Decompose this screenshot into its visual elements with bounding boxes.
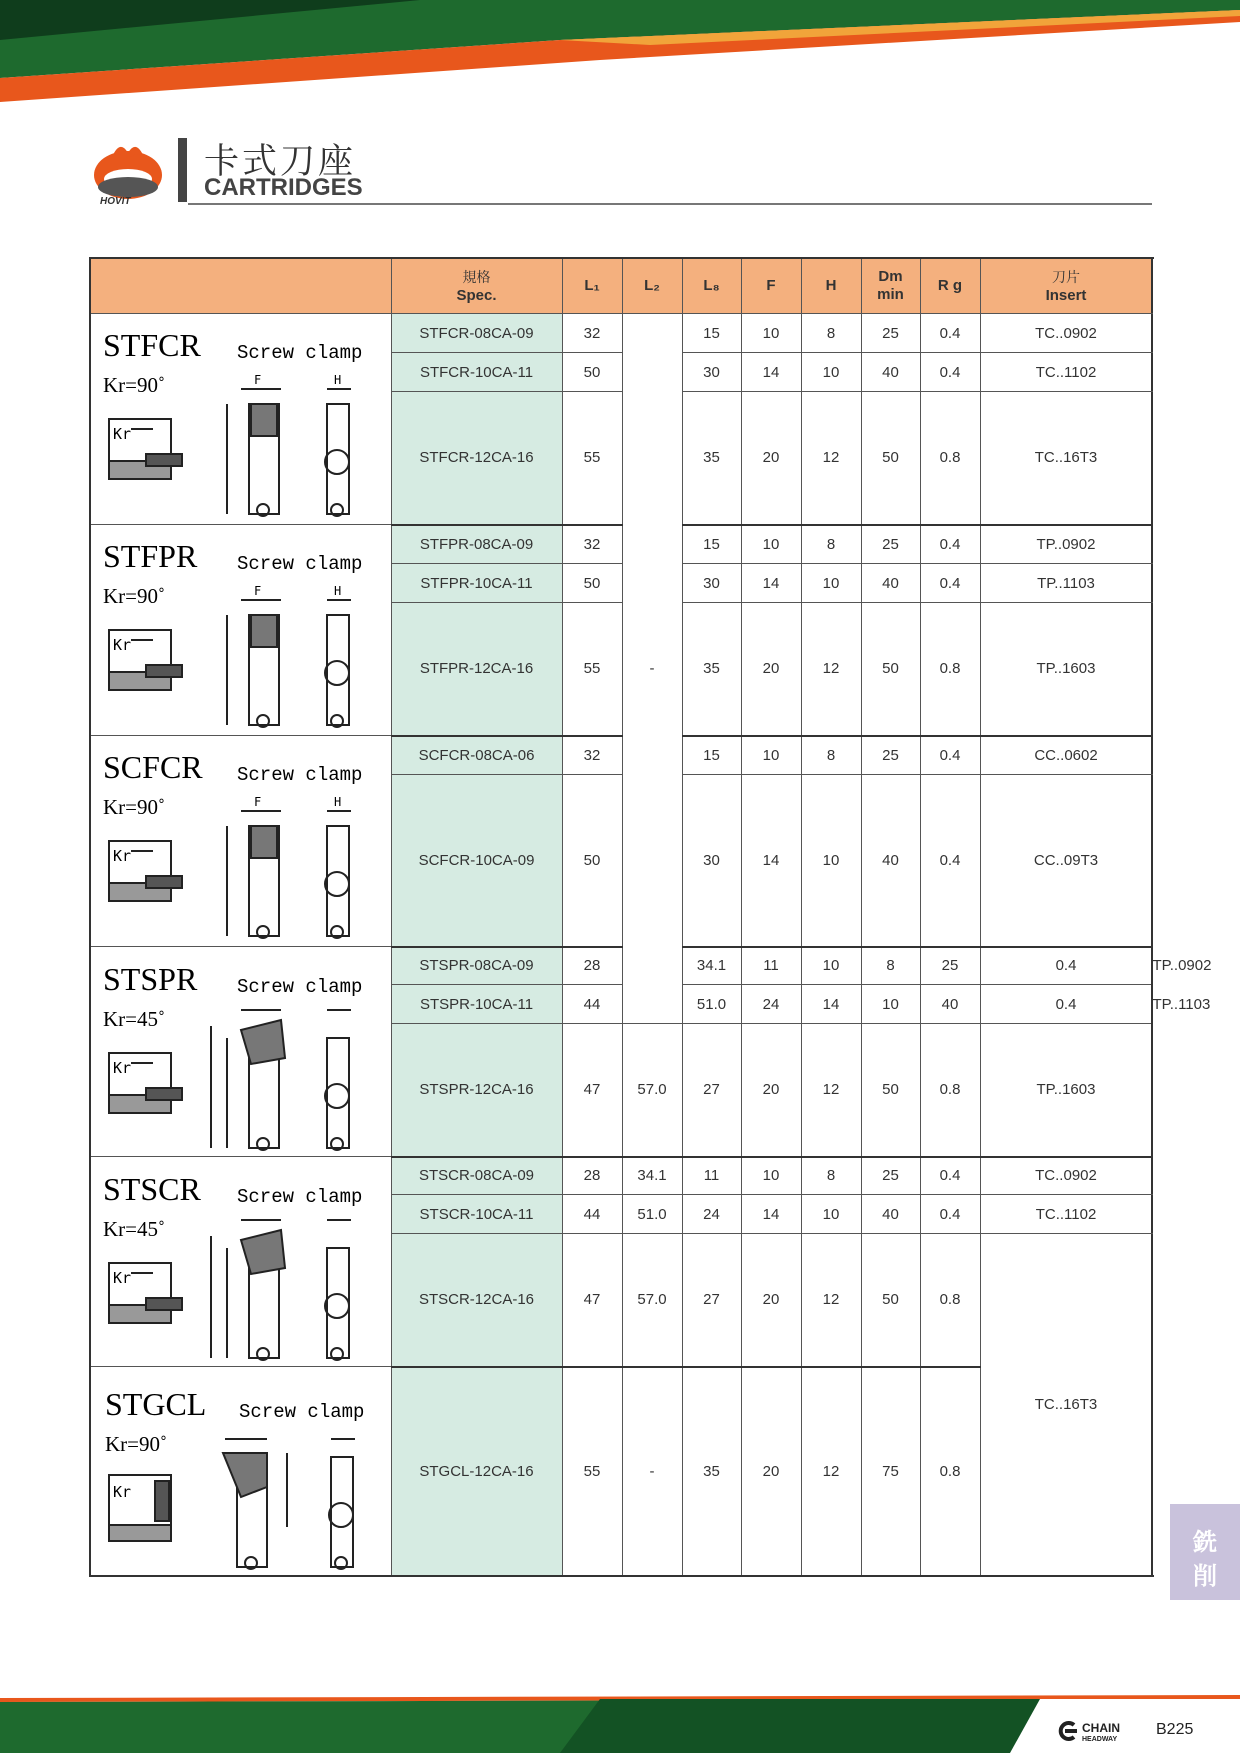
insert-cell: TP..1103: [980, 564, 1152, 603]
spec-cell: STFPR-10CA-11: [391, 564, 562, 603]
l2-cell: -: [622, 1367, 682, 1577]
h-cell: 12: [801, 1234, 861, 1367]
l1-cell: 55: [562, 392, 622, 525]
h-cell: 12: [801, 1024, 861, 1157]
f-cell: 10: [741, 314, 801, 353]
h-cell: 8: [801, 736, 861, 775]
spec-cell: STSPR-08CA-09: [391, 947, 562, 985]
footer-bar: [0, 1695, 1240, 1753]
f-cell: 10: [801, 947, 861, 985]
f-cell: 20: [741, 603, 801, 736]
f-cell: 14: [741, 1195, 801, 1234]
rg-cell: 0.4: [920, 564, 980, 603]
table-row: [90, 314, 1152, 353]
l1-cell: 32: [562, 525, 622, 564]
l2-cell: 57.0: [622, 1024, 682, 1157]
insert-shared-cell: TC..16T3: [980, 1234, 1152, 1577]
title-divider: [188, 203, 1152, 205]
l1-cell: 50: [562, 564, 622, 603]
l2-cell: 51.0: [682, 985, 741, 1024]
series-name: STFPR: [103, 538, 198, 574]
insert-cell: TC..1102: [980, 1195, 1152, 1234]
l1-cell: 55: [562, 603, 622, 736]
spec-cell: STGCL-12CA-16: [391, 1367, 562, 1577]
spec-cell: STFCR-10CA-11: [391, 353, 562, 392]
illustration-cell: [90, 947, 391, 1157]
svg-text:H: H: [334, 584, 342, 598]
header-rg: R g: [920, 258, 980, 314]
insert-cell: TC..0902: [980, 1157, 1152, 1195]
section-side-tab[interactable]: [1170, 1504, 1240, 1600]
dm-cell: 25: [861, 314, 920, 353]
spec-cell: STFCR-08CA-09: [391, 314, 562, 353]
l1-cell: 55: [562, 1367, 622, 1577]
spec-cell: STSCR-08CA-09: [391, 1157, 562, 1195]
dm-cell: 25: [861, 1157, 920, 1195]
dm-cell: 50: [861, 1024, 920, 1157]
clamp-label: Screw clamp: [239, 1401, 365, 1423]
insert-cell: TP..1603: [980, 1024, 1152, 1157]
side-tab-char-2: 削: [1193, 1562, 1217, 1590]
h-cell: 10: [861, 985, 920, 1024]
svg-text:Kr: Kr: [113, 425, 132, 443]
illustration-cell: [90, 736, 391, 947]
series-name: STGCL: [105, 1386, 207, 1422]
illustration-cell: [90, 1157, 391, 1367]
spec-cell: STSPR-12CA-16: [391, 1024, 562, 1157]
rg-cell: 0.4: [920, 314, 980, 353]
l8-cell: 24: [741, 985, 801, 1024]
rg-cell: 0.4: [920, 353, 980, 392]
f-cell: 20: [741, 1367, 801, 1577]
l8-cell: 11: [682, 1157, 741, 1195]
spec-cell: STSCR-10CA-11: [391, 1195, 562, 1234]
kr-label: Kr=45˚: [103, 1216, 165, 1241]
clamp-label: Screw clamp: [237, 553, 363, 575]
kr-label: Kr=90˚: [103, 584, 165, 608]
spec-cell: STFPR-08CA-09: [391, 525, 562, 564]
rg-cell: 0.4: [920, 1195, 980, 1234]
h-cell: 8: [801, 314, 861, 353]
l1-cell: 32: [562, 736, 622, 775]
l8-cell: 15: [682, 736, 741, 775]
clamp-label: Screw clamp: [237, 342, 363, 364]
l8-cell: 27: [682, 1234, 741, 1367]
insert-cell: TC..16T3: [980, 392, 1152, 525]
stfcr-illustration: [91, 314, 391, 524]
table-row: STSPR-10CA-11 44 51.0 24 14 10 40 0.4 TP..1103: [90, 985, 1152, 1024]
l1-cell: 28: [562, 947, 622, 985]
l8-cell: 11: [741, 947, 801, 985]
svg-text:Kr: Kr: [113, 1268, 132, 1287]
dm-cell: 40: [861, 564, 920, 603]
table-row: [90, 525, 1152, 564]
l1-cell: 44: [562, 985, 622, 1024]
insert-cell: TP..1603: [980, 603, 1152, 736]
header-image: [90, 258, 391, 314]
rg-cell: 0.4: [980, 947, 1152, 985]
illustration-cell: [90, 1367, 391, 1577]
svg-text:Kr: Kr: [113, 1483, 132, 1501]
l8-cell: 30: [682, 353, 741, 392]
f-cell: 10: [741, 736, 801, 775]
kr-label: Kr=90˚: [103, 373, 165, 397]
l1-cell: 50: [562, 775, 622, 947]
svg-text:F: F: [254, 795, 262, 809]
spec-cell: STFPR-12CA-16: [391, 603, 562, 736]
spec-cell: STFCR-12CA-16: [391, 392, 562, 525]
l8-cell: 24: [682, 1195, 741, 1234]
l8-cell: 27: [682, 1024, 741, 1157]
illustration-cell: [90, 525, 391, 736]
rg-cell: 0.8: [920, 1024, 980, 1157]
dm-cell: 25: [861, 736, 920, 775]
l1-cell: 50: [562, 353, 622, 392]
dm-cell: 40: [920, 985, 980, 1024]
table-row: [90, 736, 1152, 775]
header-f: F: [741, 258, 801, 314]
l8-cell: 30: [682, 564, 741, 603]
stscr-illustration: [91, 1158, 391, 1366]
svg-text:Kr: Kr: [113, 847, 132, 865]
svg-text:H: H: [334, 373, 342, 387]
chain-headway-logo-icon: [1056, 1720, 1078, 1742]
header-h: H: [801, 258, 861, 314]
l8-cell: 15: [682, 314, 741, 353]
series-name: SCFCR: [103, 749, 203, 785]
insert-cell: TC..1102: [980, 353, 1152, 392]
f-cell: 10: [741, 525, 801, 564]
header-spec: 規格 Spec.: [391, 258, 562, 314]
kr-label: Kr=90˚: [105, 1432, 167, 1456]
spec-cell: SCFCR-08CA-06: [391, 736, 562, 775]
f-cell: 20: [741, 392, 801, 525]
dm-cell: 40: [861, 353, 920, 392]
illustration-cell: [90, 314, 391, 525]
f-cell: 14: [741, 353, 801, 392]
svg-text:F: F: [254, 373, 262, 387]
dm-cell: 50: [861, 392, 920, 525]
rg-cell: 0.8: [920, 1367, 980, 1577]
l2-cell: 34.1: [682, 947, 741, 985]
dm-cell: 25: [920, 947, 980, 985]
f-cell: 10: [741, 1157, 801, 1195]
h-cell: 10: [801, 775, 861, 947]
f-cell: 14: [741, 775, 801, 947]
rg-cell: 0.8: [920, 392, 980, 525]
rg-cell: 0.8: [920, 1234, 980, 1367]
l8-cell: 35: [682, 392, 741, 525]
table-row: [90, 1157, 1152, 1195]
series-name: STFCR: [103, 327, 201, 363]
l1-cell: 44: [562, 1195, 622, 1234]
footer-brand-line2: HEADWAY: [1082, 1736, 1118, 1743]
l8-cell: 30: [682, 775, 741, 947]
top-banner: [0, 0, 1240, 120]
h-cell: 8: [801, 525, 861, 564]
clamp-label: Screw clamp: [237, 1185, 363, 1208]
insert-cell: TC..0902: [980, 314, 1152, 353]
clamp-label: Screw clamp: [237, 975, 363, 998]
f-cell: 14: [741, 564, 801, 603]
header-l2: L₂: [622, 258, 682, 314]
rg-cell: 0.4: [920, 525, 980, 564]
h-cell: 10: [801, 564, 861, 603]
h-cell: 12: [801, 603, 861, 736]
h-cell: 8: [861, 947, 920, 985]
spec-cell: STSCR-12CA-16: [391, 1234, 562, 1367]
f-cell: 14: [801, 985, 861, 1024]
header-insert: 刀片 Insert: [980, 258, 1152, 314]
l2-cell: 51.0: [622, 1195, 682, 1234]
h-cell: 10: [801, 1195, 861, 1234]
series-name: STSPR: [103, 960, 198, 997]
l1-cell: 32: [562, 314, 622, 353]
rg-cell: 0.4: [920, 1157, 980, 1195]
stfpr-illustration: [91, 525, 391, 735]
h-cell: 8: [801, 1157, 861, 1195]
stspr-illustration: [91, 948, 391, 1156]
dm-cell: 40: [861, 1195, 920, 1234]
svg-text:Kr: Kr: [113, 636, 132, 654]
page-title-en: CARTRIDGES: [204, 174, 363, 201]
spec-cell: STSPR-10CA-11: [391, 985, 562, 1024]
l8-cell: 15: [682, 525, 741, 564]
h-cell: 10: [801, 353, 861, 392]
header-l8: L₈: [682, 258, 741, 314]
l2-shared-cell: -: [622, 314, 682, 1024]
svg-text:F: F: [254, 584, 262, 598]
rg-cell: 0.8: [920, 603, 980, 736]
series-name: STSCR: [103, 1170, 201, 1207]
kr-label: Kr=45˚: [103, 1006, 165, 1031]
svg-text:Kr: Kr: [113, 1058, 132, 1077]
f-cell: 20: [741, 1234, 801, 1367]
insert-cell: TP..0902: [980, 525, 1152, 564]
table-row: STSPR Kr=45˚ Screw clamp Kr STSPR-08CA-09 28 34.1 11 10 8 25 0.4 TP..0902: [90, 947, 1152, 985]
header-dm: Dm min: [861, 258, 920, 314]
scfcr-illustration: [91, 736, 391, 946]
l1-cell: 47: [562, 1024, 622, 1157]
header-l1: L₁: [562, 258, 622, 314]
kr-label: Kr=90˚: [103, 795, 165, 819]
insert-cell: CC..09T3: [980, 775, 1152, 947]
rg-cell: 0.4: [980, 985, 1152, 1024]
f-cell: 20: [741, 1024, 801, 1157]
svg-text:H: H: [334, 795, 342, 809]
footer-brand: [1082, 1723, 1120, 1745]
l2-cell: 34.1: [622, 1157, 682, 1195]
l2-cell: 57.0: [622, 1234, 682, 1367]
rg-cell: 0.4: [920, 775, 980, 947]
l1-cell: 28: [562, 1157, 622, 1195]
title-accent-bar: [178, 138, 187, 202]
dm-cell: 50: [861, 603, 920, 736]
h-cell: 12: [801, 392, 861, 525]
clamp-label: Screw clamp: [237, 764, 363, 786]
dm-cell: 50: [861, 1234, 920, 1367]
l1-cell: 47: [562, 1234, 622, 1367]
dm-cell: 25: [861, 525, 920, 564]
page-title-cn: 卡式刀座: [204, 142, 357, 182]
spec-cell: SCFCR-10CA-09: [391, 775, 562, 947]
rg-cell: 0.4: [920, 736, 980, 775]
footer-brand-line1: CHAIN: [1082, 1721, 1120, 1735]
dm-cell: 75: [861, 1367, 920, 1577]
l8-cell: 35: [682, 603, 741, 736]
brand-logo: [92, 135, 164, 205]
page-number: B225: [1156, 1721, 1194, 1738]
cartridge-spec-table: [89, 257, 1212, 1577]
dm-cell: 40: [861, 775, 920, 947]
brand-wordmark: HOVIT: [100, 196, 131, 207]
table-header-row: [90, 258, 1152, 314]
l8-cell: 35: [682, 1367, 741, 1577]
h-cell: 12: [801, 1367, 861, 1577]
stgcl-illustration: [91, 1367, 391, 1575]
insert-cell: CC..0602: [980, 736, 1152, 775]
side-tab-char-1: 銑: [1193, 1528, 1217, 1556]
